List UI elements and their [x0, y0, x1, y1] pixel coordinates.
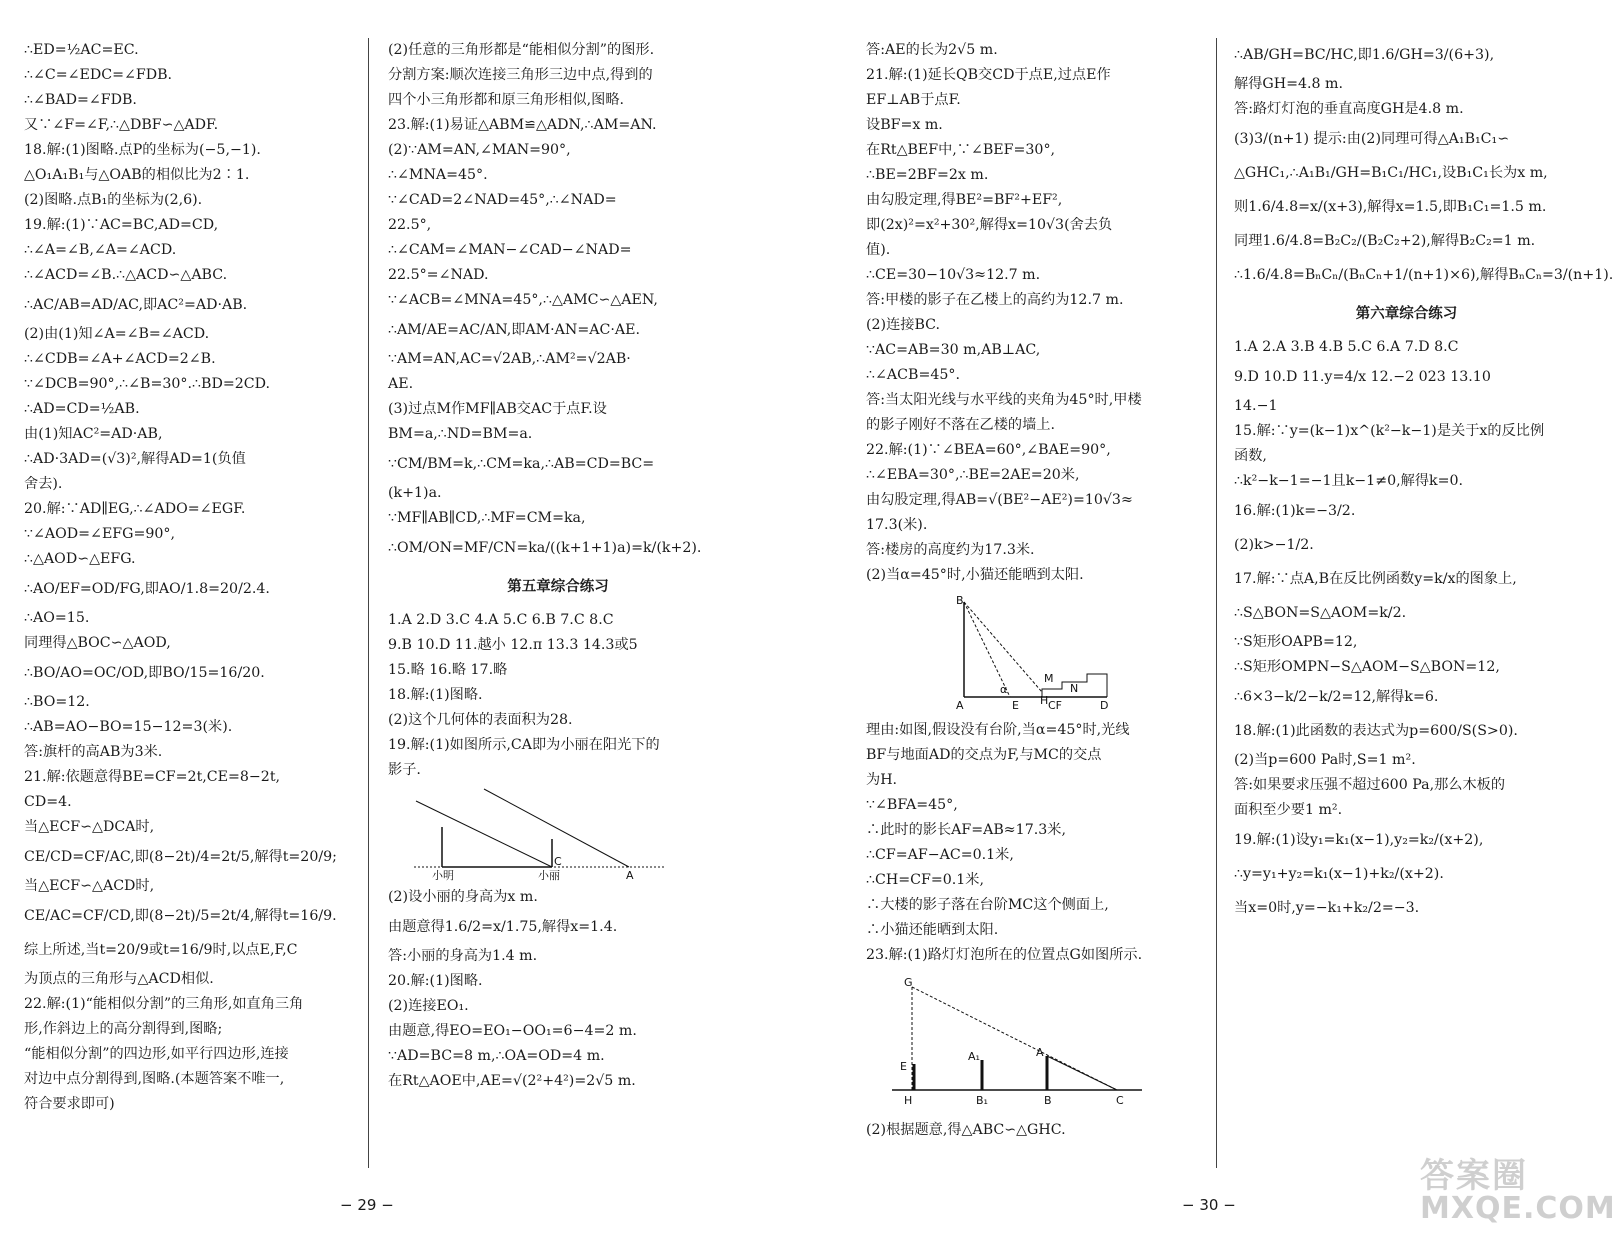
- answer-line: (2)任意的三角形都是“能相似分割”的图形.: [388, 42, 655, 58]
- answer-line: (2)根据题意,得△ABC∽△GHC.: [866, 1122, 1066, 1138]
- answer-line: ∴AO/EF=OD/FG,即AO/1.8=20/2.4.: [24, 581, 270, 597]
- answer-line: (2)k>−1/2.: [1234, 537, 1314, 553]
- answer-line: 答:甲楼的影子在乙楼上的高约为12.7 m.: [866, 292, 1124, 308]
- answer-line: (2)连接EO₁.: [388, 998, 469, 1014]
- answer-line: 19.解:(1)如图所示,CA即为小丽在阳光下的: [388, 737, 660, 753]
- watermark-bottom: MXQE.COM: [1420, 1191, 1616, 1226]
- answer-line: 为H.: [866, 772, 898, 788]
- answer-line: ∴∠C=∠EDC=∠FDB.: [24, 67, 173, 83]
- answer-line: 答:路灯灯泡的垂直高度GH是4.8 m.: [1234, 101, 1464, 117]
- answer-line: ∴OM/ON=MF/CN=ka/((k+1+1)a)=k/(k+2).: [388, 540, 702, 556]
- answer-line: 为顶点的三角形与△ACD相似.: [24, 971, 214, 987]
- answer-line: BF与地面AD的交点为F,与MC的交点: [866, 747, 1102, 763]
- answer-line: ∴∠BAD=∠FDB.: [24, 92, 137, 108]
- answer-line: ∴CF=AF−AC=0.1米,: [866, 847, 1014, 863]
- answer-line: 在Rt△BEF中,∵∠BEF=30°,: [866, 142, 1056, 158]
- answer-line: 17.解:∵点A,B在反比例函数y=k/x的图象上,: [1234, 571, 1517, 587]
- answer-line: ∴BO=12.: [24, 694, 90, 710]
- answer-line: 16.解:(1)k=−3/2.: [1234, 503, 1356, 519]
- answer-line: ∵∠BFA=45°,: [866, 797, 958, 813]
- answer-line: 答:当太阳光线与水平线的夹角为45°时,甲楼: [866, 392, 1142, 408]
- answer-line: 当△ECF∽△DCA时,: [24, 819, 155, 835]
- answer-line: CE/CD=CF/AC,即(8−2t)/4=2t/5,解得t=20/9;: [24, 849, 337, 865]
- label-m: M: [1044, 672, 1054, 685]
- answer-line: 函数,: [1234, 448, 1267, 464]
- label-n: N: [1070, 682, 1079, 695]
- answer-line: ∴AB/GH=BC/HC,即1.6/GH=3/(6+3),: [1234, 47, 1495, 63]
- answer-line: 理由:如图,假设没有台阶,当α=45°时,光线: [866, 722, 1130, 738]
- answer-line: 在Rt△AOE中,AE=√(2²+4²)=2√5 m.: [388, 1073, 636, 1089]
- answer-line: ∴AB=AO−BO=15−12=3(米).: [24, 719, 233, 735]
- answer-line: 19.解:(1)设y₁=k₁(x−1),y₂=k₂/(x+2),: [1234, 832, 1484, 848]
- answer-line: ∴AC/AB=AD/AC,即AC²=AD·AB.: [24, 297, 248, 313]
- answer-line: 同理1.6/4.8=B₂C₂/(B₂C₂+2),解得B₂C₂=1 m.: [1234, 233, 1536, 249]
- section-title-chapter6: 第六章综合练习: [1355, 306, 1458, 322]
- answer-line: 9.B 10.D 11.越小 12.π 13.3 14.3或5: [388, 637, 638, 653]
- streetlight-diagram-q23: [892, 972, 1152, 1112]
- answer-line: 综上所述,当t=20/9或t=16/9时,以点E,F,C: [24, 942, 298, 958]
- answer-line: ∴∠CDB=∠A+∠ACD=2∠B.: [24, 351, 216, 367]
- answer-line: 由(1)知AC²=AD·AB,: [24, 426, 163, 442]
- answer-line: 舍去).: [24, 476, 63, 492]
- answer-line: AE.: [388, 376, 414, 392]
- label-e: E: [1012, 699, 1019, 712]
- answer-line: ∵AC=AB=30 m,AB⊥AC,: [866, 342, 1041, 358]
- answer-line: ∴1.6/4.8=BₙCₙ/(BₙCₙ+1/(n+1)×6),解得BₙCₙ=3/(n+1).: [1234, 267, 1614, 283]
- column-divider-right: [1216, 38, 1217, 1168]
- answer-line: 答:旗杆的高AB为3米.: [24, 744, 163, 760]
- answer-line: ∴∠ACB=45°.: [866, 367, 960, 383]
- answer-line: CD=4.: [24, 794, 72, 810]
- answer-line: 22.5°,: [388, 217, 432, 233]
- label-cf: CF: [1048, 699, 1063, 712]
- answer-line: 23.解:(1)易证△ABM≌△ADN,∴AM=AN.: [388, 117, 657, 133]
- answer-line: (2)当p=600 Pa时,S=1 m².: [1234, 752, 1416, 768]
- answer-line: 形,作斜边上的高分割得到,图略;: [24, 1021, 223, 1037]
- answer-line: 14.−1: [1234, 398, 1278, 414]
- answer-line: ∵∠CAD=2∠NAD=45°,∴∠NAD=: [388, 192, 617, 208]
- answer-line: 9.D 10.D 11.y=4/x 12.−2 023 13.10: [1234, 369, 1491, 385]
- answer-line: 则1.6/4.8=x/(x+3),解得x=1.5,即B₁C₁=1.5 m.: [1234, 199, 1547, 215]
- answer-line: 对边中点分割得到,图略.(本题答案不唯一,: [24, 1071, 285, 1087]
- answer-line: 17.3(米).: [866, 517, 928, 533]
- answer-line: 设BF=x m.: [866, 117, 943, 133]
- label-a: A: [1036, 1046, 1044, 1059]
- answer-line: 20.解:∵AD∥EG,∴∠ADO=∠EGF.: [24, 501, 246, 517]
- answer-line: ∴△AOD∽△EFG.: [24, 551, 136, 567]
- answer-line: (2)图略.点B₁的坐标为(2,6).: [24, 192, 203, 208]
- answer-line: (3)3/(n+1) 提示:由(2)同理可得△A₁B₁C₁∽: [1234, 131, 1510, 147]
- answer-line: “能相似分割”的四边形,如平行四边形,连接: [24, 1046, 289, 1062]
- section-title-chapter5: 第五章综合练习: [507, 579, 609, 595]
- answer-line: ∵∠DCB=90°,∴∠B=30°.∴BD=2CD.: [24, 376, 270, 392]
- answer-line: 15.略 16.略 17.略: [388, 662, 508, 678]
- answer-column-4: [1234, 38, 1614, 925]
- answer-line: ∴AO=15.: [24, 610, 90, 626]
- label-d: D: [1100, 699, 1109, 712]
- answer-line: ∴k²−k−1=−1且k−1≠0,解得k=0.: [1234, 473, 1464, 489]
- answer-line: 同理得△BOC∽△AOD,: [24, 635, 171, 651]
- label-xiaoming: 小明: [432, 869, 454, 882]
- label-b: B: [1044, 1094, 1052, 1107]
- answer-line: (2)∵AM=AN,∠MAN=90°,: [388, 142, 571, 158]
- answer-line: △O₁A₁B₁与△OAB的相似比为2∶1.: [24, 167, 250, 183]
- answer-line: 答:AE的长为2√5 m.: [866, 42, 998, 58]
- answer-line: CE/AC=CF/CD,即(8−2t)/5=2t/4,解得t=16/9.: [24, 908, 337, 924]
- answer-line: ∴AD=CD=½AB.: [24, 401, 140, 417]
- answer-line: (k+1)a.: [388, 485, 442, 501]
- answer-line: 符合要求即可): [24, 1096, 115, 1112]
- answer-line: ∵∠AOD=∠EFG=90°,: [24, 526, 176, 542]
- answer-line: (2)这个几何体的表面积为28.: [388, 712, 573, 728]
- page-number-left: − 29 −: [340, 1196, 394, 1214]
- light-ray-2: [964, 602, 1042, 692]
- answer-line: ∴此时的影长AF=AB≈17.3米,: [866, 822, 1066, 838]
- answer-line: 即(2x)²=x²+30²,解得x=10√3(舍去负: [866, 217, 1113, 233]
- answer-line: ∴ED=½AC=EC.: [24, 42, 139, 58]
- answer-line: ∴小猫还能晒到太阳.: [866, 922, 999, 938]
- answer-line: (2)由(1)知∠A=∠B=∠ACD.: [24, 326, 210, 342]
- answer-line: BM=a,∴ND=BM=a.: [388, 426, 533, 442]
- answer-line: EF⊥AB于点F.: [866, 92, 961, 108]
- label-c: C: [1116, 1094, 1124, 1107]
- answer-line: ∴S△BON=S△AOM=k/2.: [1234, 605, 1407, 621]
- answer-line: 解得GH=4.8 m.: [1234, 76, 1344, 92]
- label-e: E: [900, 1060, 907, 1073]
- answer-line: ∴y=y₁+y₂=k₁(x−1)+k₂/(x+2).: [1234, 866, 1444, 882]
- answer-line: ∴CH=CF=0.1米,: [866, 872, 984, 888]
- answer-line: 由勾股定理,得BE²=BF²+EF²,: [866, 192, 1063, 208]
- answer-line: ∴S矩形OMPN−S△AOM−S△BON=12,: [1234, 659, 1500, 675]
- label-a: A: [956, 699, 964, 712]
- answer-line: 由勾股定理,得AB=√(BE²−AE²)=10√3≈: [866, 492, 1133, 508]
- answer-line: 当△ECF∽△ACD时,: [24, 878, 155, 894]
- answer-line: 答:楼房的高度约为17.3米.: [866, 542, 1035, 558]
- label-b: B: [956, 594, 964, 607]
- label-g: G: [904, 976, 913, 989]
- answer-line: 22.5°=∠NAD.: [388, 267, 489, 283]
- page-number-right: − 30 −: [1182, 1196, 1236, 1214]
- answer-line: ∴∠EBA=30°,∴BE=2AE=20米,: [866, 467, 1080, 483]
- label-h: H: [904, 1094, 913, 1107]
- answer-line: ∴AD·3AD=(√3)²,解得AD=1(负值: [24, 451, 246, 467]
- answer-line: ∴∠CAM=∠MAN−∠CAD−∠NAD=: [388, 242, 632, 258]
- answer-line: 18.解:(1)图略.点P的坐标为(−5,−1).: [24, 142, 261, 158]
- answer-line: 18.解:(1)此函数的表达式为p=600/S(S>0).: [1234, 723, 1518, 739]
- answer-line: ∴AM/AE=AC/AN,即AM·AN=AC·AE.: [388, 322, 640, 338]
- answer-line: ∵MF∥AB∥CD,∴MF=CM=ka,: [388, 510, 586, 526]
- answer-line: 20.解:(1)图略.: [388, 973, 483, 989]
- answer-line: 23.解:(1)路灯灯泡所在的位置点G如图所示.: [866, 947, 1143, 963]
- answer-line: ∴∠MNA=45°.: [388, 167, 488, 183]
- answer-line: 22.解:(1)∵∠BEA=60°,∠BAE=90°,: [866, 442, 1111, 458]
- answer-line: 18.解:(1)图略.: [388, 687, 483, 703]
- answer-line: 答:小丽的身高为1.4 m.: [388, 948, 538, 964]
- answer-column-3: [866, 38, 1211, 1143]
- answer-line: (3)过点M作MF∥AB交AC于点F.设: [388, 401, 607, 417]
- answer-line: 的影子刚好不落在乙楼的墙上.: [866, 417, 1055, 433]
- answer-line: 面积至少要1 m².: [1234, 802, 1343, 818]
- answer-line: 1.A 2.D 3.C 4.A 5.C 6.B 7.C 8.C: [388, 612, 614, 628]
- answer-line: ∴大楼的影子落在台阶MC这个侧面上,: [866, 897, 1109, 913]
- label-h: H: [1040, 694, 1049, 707]
- label-a: A: [626, 869, 634, 882]
- answer-line: 1.A 2.A 3.B 4.B 5.C 6.A 7.D 8.C: [1234, 339, 1459, 355]
- answer-line: 值).: [866, 242, 891, 258]
- answer-line: ∴∠ACD=∠B.∴△ACD∽△ABC.: [24, 267, 228, 283]
- answer-line: 21.解:(1)延长QB交CD于点E,过点E作: [866, 67, 1111, 83]
- label-c: C: [554, 855, 562, 868]
- answer-column-1: [24, 38, 369, 1117]
- watermark-top: 答案圈: [1420, 1156, 1528, 1196]
- answer-line: ∴BE=2BF=2x m.: [866, 167, 989, 183]
- answer-line: (2)设小丽的身高为x m.: [388, 889, 538, 905]
- answer-line: 四个小三角形都和原三角形相似,图略.: [388, 92, 625, 108]
- answer-line: 当x=0时,y=−k₁+k₂/2=−3.: [1234, 900, 1420, 916]
- answer-line: △GHC₁,∴A₁B₁/GH=B₁C₁/HC₁,设B₁C₁长为x m,: [1234, 165, 1548, 181]
- answer-line: ∵AM=AN,AC=√2AB,∴AM²=√2AB·: [388, 351, 631, 367]
- answer-line: ∵∠ACB=∠MNA=45°,∴△AMC∽△AEN,: [388, 292, 658, 308]
- answer-line: 由题意,得EO=EO₁−OO₁=6−4=2 m.: [388, 1023, 637, 1039]
- label-xiaoli: 小丽: [538, 869, 560, 882]
- label-alpha: α: [1000, 683, 1008, 696]
- answer-line: (2)连接BC.: [866, 317, 941, 333]
- answer-line: ∵CM/BM=k,∴CM=ka,∴AB=CD=BC=: [388, 456, 655, 472]
- shadow-diagram-q19: [414, 787, 684, 882]
- answer-line: ∴BO/AO=OC/OD,即BO/15=16/20.: [24, 665, 265, 681]
- ray-ac: [1047, 1056, 1117, 1090]
- answer-line: 又∵∠F=∠F,∴△DBF∽△ADF.: [24, 117, 219, 133]
- answer-line: (2)当α=45°时,小猫还能晒到太阳.: [866, 567, 1084, 583]
- label-a1: A₁: [968, 1050, 980, 1063]
- answer-line: ∴6×3−k/2−k/2=12,解得k=6.: [1234, 689, 1439, 705]
- answer-line: 22.解:(1)“能相似分割”的三角形,如直角三角: [24, 996, 304, 1012]
- label-b1: B₁: [976, 1094, 988, 1107]
- answer-line: 15.解:∵y=(k−1)x^(k²−k−1)是关于x的反比例: [1234, 423, 1545, 439]
- answer-line: 分割方案:顺次连接三角形三边中点,得到的: [388, 67, 653, 83]
- answer-line: 影子.: [388, 762, 421, 778]
- answer-column-2: [388, 38, 728, 1094]
- answer-line: 21.解:依题意得BE=CF=2t,CE=8−2t,: [24, 769, 281, 785]
- sun-ray-1: [416, 801, 552, 867]
- answer-line: ∵AD=BC=8 m,∴OA=OD=4 m.: [388, 1048, 605, 1064]
- answer-line: 19.解:(1)∵AC=BC,AD=CD,: [24, 217, 219, 233]
- answer-line: ∴∠A=∠B,∠A=∠ACD.: [24, 242, 177, 258]
- answer-line: ∵S矩形OAPB=12,: [1234, 634, 1358, 650]
- answer-line: 答:如果要求压强不超过600 Pa,那么木板的: [1234, 777, 1506, 793]
- watermark-logo: [1420, 1148, 1616, 1243]
- building-diagram-q22: [892, 592, 1109, 712]
- answer-line: ∴CE=30−10√3≈12.7 m.: [866, 267, 1041, 283]
- answer-line: 由题意得1.6/2=x/1.75,解得x=1.4.: [388, 919, 618, 935]
